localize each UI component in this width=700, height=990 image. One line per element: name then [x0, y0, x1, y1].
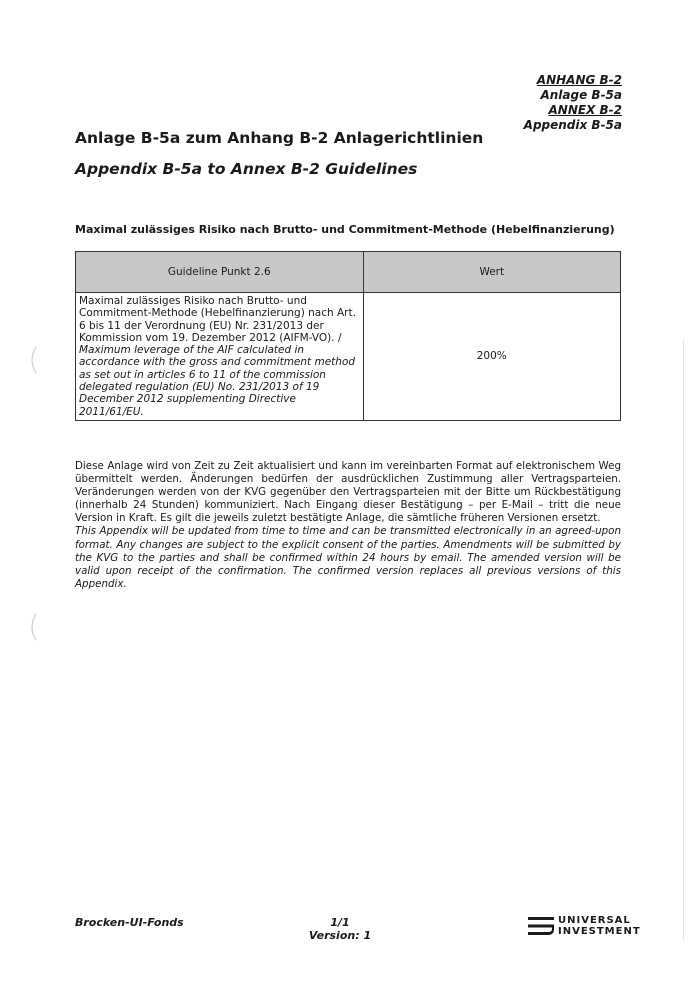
- universal-investment-logo: [528, 915, 641, 937]
- description-cell: [76, 293, 364, 421]
- reference-appendix-en: Appendix B-5a: [523, 118, 622, 132]
- reference-appendix-de: Anlage B-5a: [540, 88, 622, 102]
- reference-annex-de: ANHANG B-2: [536, 73, 622, 87]
- footer-fund-name: Brocken-UI-Fonds: [75, 916, 184, 929]
- body-text: [75, 460, 621, 591]
- description-english: Maximum leverage of the AIF calculated in accordance with the gross and commitment method as set out in articles 6 to 11 of the commission delegated regulation (EU) No. 231/2013 of 19 December 2012 supplementing Directive 2011/61/EU.: [79, 344, 356, 418]
- reference-block: [524, 73, 622, 133]
- table-row: [76, 293, 621, 421]
- logo-text-line2: INVESTMENT: [558, 926, 641, 937]
- description-german: Maximal zulässiges Risiko nach Brutto- und Commitment-Methode (Hebelfinanzierung) nach Art. 6 bis 11 der Verordnung (EU) Nr. 231/2013 der Kommission vom 19. Dezember 2012 (AIFM-VO). /: [79, 295, 356, 344]
- universal-logo-icon: [528, 916, 554, 936]
- logo-text-line1: UNIVERSAL: [558, 915, 631, 926]
- body-paragraph-english: This Appendix will be updated from time to time and can be transmitted electronically in an agreed-upon format. Any changes are subject to the explicit consent of the parties. Amendments will be submitted by the KVG to the parties and shall be confirmed within 24 hours by email. The amended version will be valid upon receipt of the confirmation. The confirmed version replaces all previous versions of this Appendix.: [75, 525, 621, 590]
- body-paragraph-german: Diese Anlage wird von Zeit zu Zeit aktualisiert und kann im vereinbarten Format auf elektronischem Weg übermittelt werden. Änderungen bedürfen der ausdrücklichen Zustimmung aller Vertragsparteien. Veränderungen werden von der KVG gegenüber den Vertragsparteien mit der Bitte um Rückbestätigung (innerhalb 24 Stunden) kommuniziert. Nach Eingang dieser Bestätigung – per E-Mail – tritt die neue Version in Kraft. Es gilt die jeweils zuletzt bestätigte Anlage, die sämtliche früheren Versionen ersetzt.: [75, 460, 621, 525]
- page-title-english: Appendix B-5a to Annex B-2 Guidelines: [75, 160, 418, 178]
- reference-annex-en: ANNEX B-2: [548, 103, 622, 117]
- footer-page-number: 1/1: [330, 916, 350, 929]
- section-heading: Maximal zulässiges Risiko nach Brutto- und Commitment-Methode (Hebelfinanzierung): [75, 223, 615, 236]
- page-title-german: Anlage B-5a zum Anhang B-2 Anlagerichtlinien: [75, 129, 484, 147]
- header-value: Wert: [363, 252, 620, 293]
- value-cell: 200%: [363, 293, 620, 421]
- punch-hole-mark-lower: [26, 612, 38, 642]
- guideline-table: [75, 251, 621, 421]
- footer-version: Version: 1: [308, 929, 372, 942]
- footer-page-info: [300, 916, 380, 942]
- header-guideline-point: Guideline Punkt 2.6: [76, 252, 364, 293]
- scan-edge-line: [683, 340, 684, 940]
- table-header-row: [76, 252, 621, 293]
- punch-hole-mark-upper: [26, 345, 38, 375]
